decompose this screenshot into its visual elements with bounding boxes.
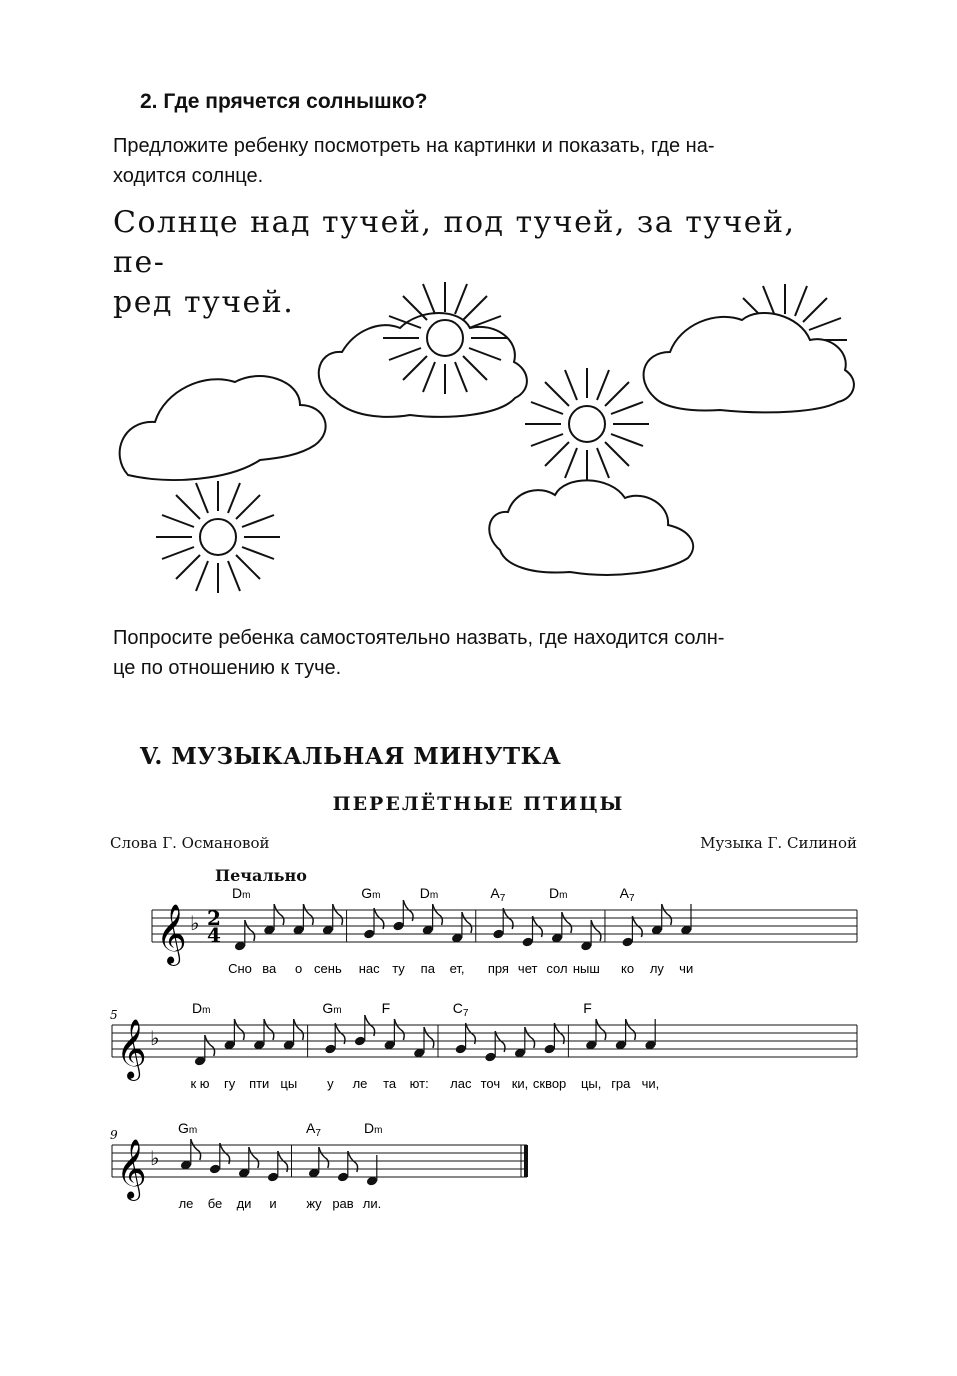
chord-symbol: F [583, 1000, 592, 1016]
note-flag [394, 1019, 404, 1040]
time-signature-bottom: 4 [207, 923, 221, 947]
lyric-syllable: ныш [572, 961, 600, 976]
lyric-syllable: ет, [449, 961, 465, 976]
lyric-syllable: пря [487, 961, 509, 976]
lyric-syllable: точ [480, 1076, 501, 1091]
lyric-syllable: сквор [532, 1076, 567, 1091]
note-flag [319, 1147, 329, 1168]
lyric-syllable: Сно [228, 961, 252, 976]
measure-number: 5 [110, 1008, 118, 1022]
measure-number: 9 [110, 1128, 118, 1142]
lyric-syllable: рав [332, 1196, 354, 1211]
note-flag [333, 904, 343, 925]
note-flag [294, 1019, 304, 1040]
chord-symbol: Dm [192, 1000, 211, 1016]
lyric-syllable: па [420, 961, 435, 976]
treble-clef: 𝄞 [156, 904, 187, 964]
chord-symbol: Gm [178, 1120, 198, 1136]
treble-clef: 𝄞 [116, 1139, 147, 1199]
song-title: ПЕРЕЛЁТНЫЕ ПТИЦЫ [332, 793, 625, 815]
task-followup: Попросите ребенка самостоятельно назвать, где находится солн- це по отношению к туче. [113, 627, 725, 679]
chord-symbol: $A_7$ [619, 885, 635, 904]
note-flag [462, 912, 472, 933]
task-instruction: Предложите ребенку посмотреть на картинки и показать, где на- ходится солнце. [113, 135, 715, 187]
chord-symbol: Gm [322, 1000, 342, 1016]
note-flag [303, 904, 313, 925]
music-score [0, 880, 957, 1240]
note-flag [596, 1019, 606, 1040]
note-flag [205, 1035, 215, 1056]
note-flag [591, 920, 601, 941]
lyric-syllable: ко [621, 961, 635, 976]
chord-symbol: Dm [232, 885, 251, 901]
key-signature-flat: ♭ [150, 1146, 160, 1170]
cloud-with-sun-behind-icon [644, 284, 854, 412]
cloud-sun-pictures [110, 280, 860, 600]
lyric-syllable: цы, [580, 1076, 602, 1091]
tempo-marking: Печально [215, 866, 307, 885]
lyric-syllable: о [294, 961, 303, 976]
cloud-with-sun-under-icon [120, 376, 326, 593]
note-flag [245, 920, 255, 941]
note-flag [234, 1019, 244, 1040]
chord-symbol: $A_7$ [306, 1120, 321, 1139]
section-title: V. МУЗЫКАЛЬНАЯ МИНУТКА [140, 743, 562, 770]
chord-symbol: Dm [419, 885, 439, 901]
lyric-syllable: ва [262, 961, 277, 976]
lyric-syllable: нас [358, 961, 380, 976]
lyric-syllable: бе [207, 1196, 223, 1211]
lyric-syllable: гу [223, 1076, 236, 1091]
lyric-syllable: гра [611, 1076, 631, 1091]
note-flag [424, 1027, 434, 1048]
lyric-syllable: ют: [409, 1076, 429, 1091]
lyric-syllable: ди [236, 1196, 252, 1211]
lyric-syllable: чи, [641, 1076, 660, 1091]
time-signature-top: 2 [207, 906, 221, 930]
task-title: 2. Где прячется солнышко? [140, 90, 428, 113]
lyric-syllable: ли. [362, 1196, 382, 1211]
lyric-syllable: чет [517, 961, 538, 976]
note-flag [264, 1019, 274, 1040]
note-flag [274, 904, 284, 925]
lyric-syllable: сол [546, 961, 568, 976]
lyric-syllable: ле [352, 1076, 368, 1091]
chord-symbol: Dm [364, 1120, 383, 1136]
lyric-syllable: лу [649, 961, 664, 976]
chord-symbol: $C_7$ [452, 1000, 469, 1019]
lyric-syllable: жу [306, 1196, 322, 1211]
lyric-syllable: чи [679, 961, 694, 976]
note-flag [191, 1139, 201, 1160]
key-signature-flat: ♭ [190, 911, 200, 935]
note-flag [525, 1027, 535, 1048]
lyric-syllable: лас [450, 1076, 472, 1091]
key-signature-flat: ♭ [150, 1026, 160, 1050]
note-flag [562, 912, 572, 933]
chord-symbol: Dm [549, 885, 568, 901]
lyric-syllable: сень [314, 961, 342, 976]
lyricist: Слова Г. Османовой [110, 834, 270, 852]
note-flag [662, 904, 672, 925]
lyric-syllable: и [269, 1196, 277, 1211]
chord-symbol: $A_7$ [490, 885, 506, 904]
treble-clef: 𝄞 [116, 1019, 147, 1079]
lyric-syllable: цы [280, 1076, 298, 1091]
chord-symbol: F [381, 1000, 391, 1016]
lyric-syllable: ки, [511, 1076, 529, 1091]
note-flag [626, 1019, 636, 1040]
lyric-syllable: пти [249, 1076, 270, 1091]
cloud-with-sun-above-icon [319, 282, 527, 417]
lyric-syllable: ту [392, 961, 405, 976]
lyric-syllable: та [383, 1076, 397, 1091]
note-flag [249, 1147, 259, 1168]
note-flag [433, 904, 443, 925]
chord-symbol: Gm [361, 885, 381, 901]
task-sentence: Солнце над тучей, под тучей, за тучей, пе- ред тучей. [113, 205, 796, 320]
lyric-syllable: ле [178, 1196, 194, 1211]
lyric-syllable: к ю [190, 1076, 210, 1091]
composer: Музыка Г. Силиной [700, 834, 857, 852]
lyric-syllable: у [327, 1076, 334, 1091]
